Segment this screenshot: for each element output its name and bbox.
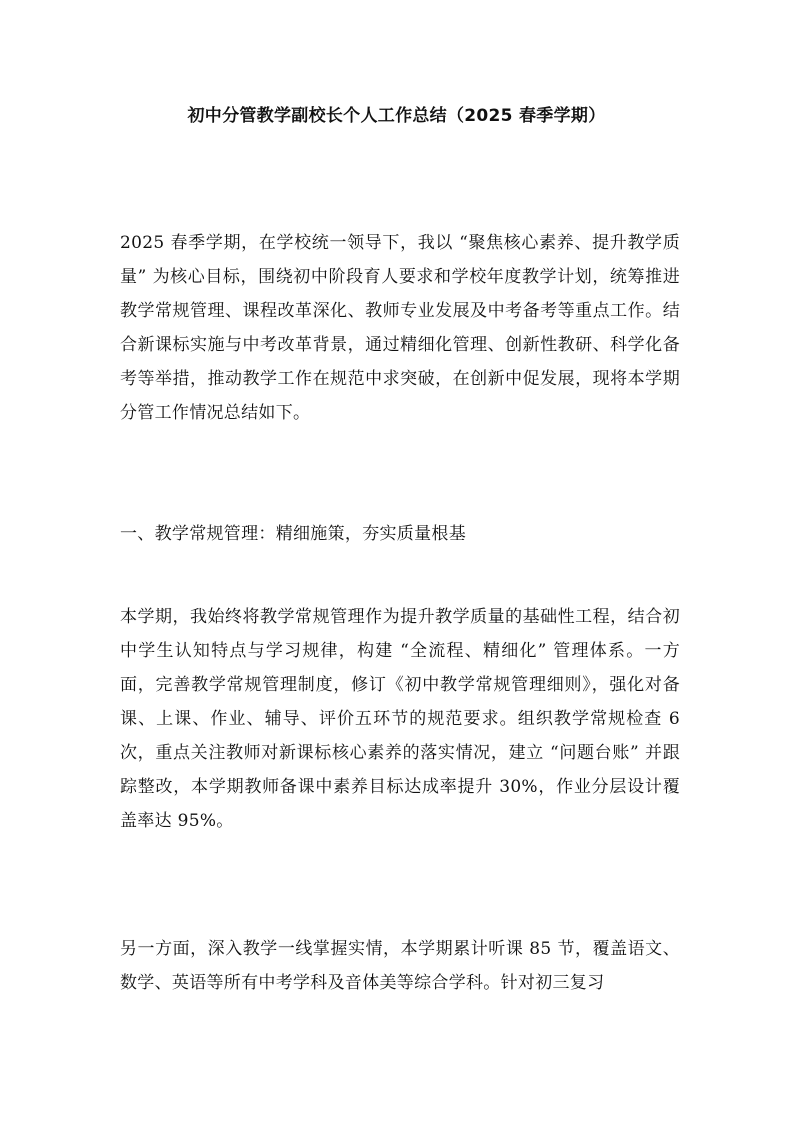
document-title: 初中分管教学副校长个人工作总结（2025 春季学期） xyxy=(187,106,606,126)
intro-paragraph: 2025 春季学期，在学校统一领导下，我以 “聚焦核心素养、提升教学质量” 为核心目标，围绕初中阶段育人要求和学校年度教学计划，统筹推进教学常规管理、课程改革深化、教师专业发展及中考备考等重点工作。结合新课标实施与中考改革背景，通过精细化管理、创新性教研、科学化备考等举措，推动教学工作在规范中求突破，在创新中促发展，现将本学期分管工作情况总结如下。 xyxy=(120,233,680,423)
section-heading: 一、教学常规管理：精细施策，夯实质量根基 xyxy=(120,524,466,544)
body-paragraph: 本学期，我始终将教学常规管理作为提升教学质量的基础性工程，结合初中学生认知特点与学习规律，构建 “全流程、精细化” 管理体系。一方面，完善教学常规管理制度，修订《初中教学常规管理细则》，强化对备课、上课、作业、辅导、评价五环节的规范要求。组织教学常规检查 6 次，重点关注教师对新课标核心素养的落实情况，建立 “问题台账” 并跟踪整改，本学期教师备课中素养目标达成率提升 30%，作业分层设计覆盖率达 95%。 xyxy=(120,607,680,831)
body-paragraph: 另一方面，深入教学一线掌握实情，本学期累计听课 85 节，覆盖语文、数学、英语等所有中考学科及音体美等综合学科。针对初三复习 xyxy=(120,939,680,993)
